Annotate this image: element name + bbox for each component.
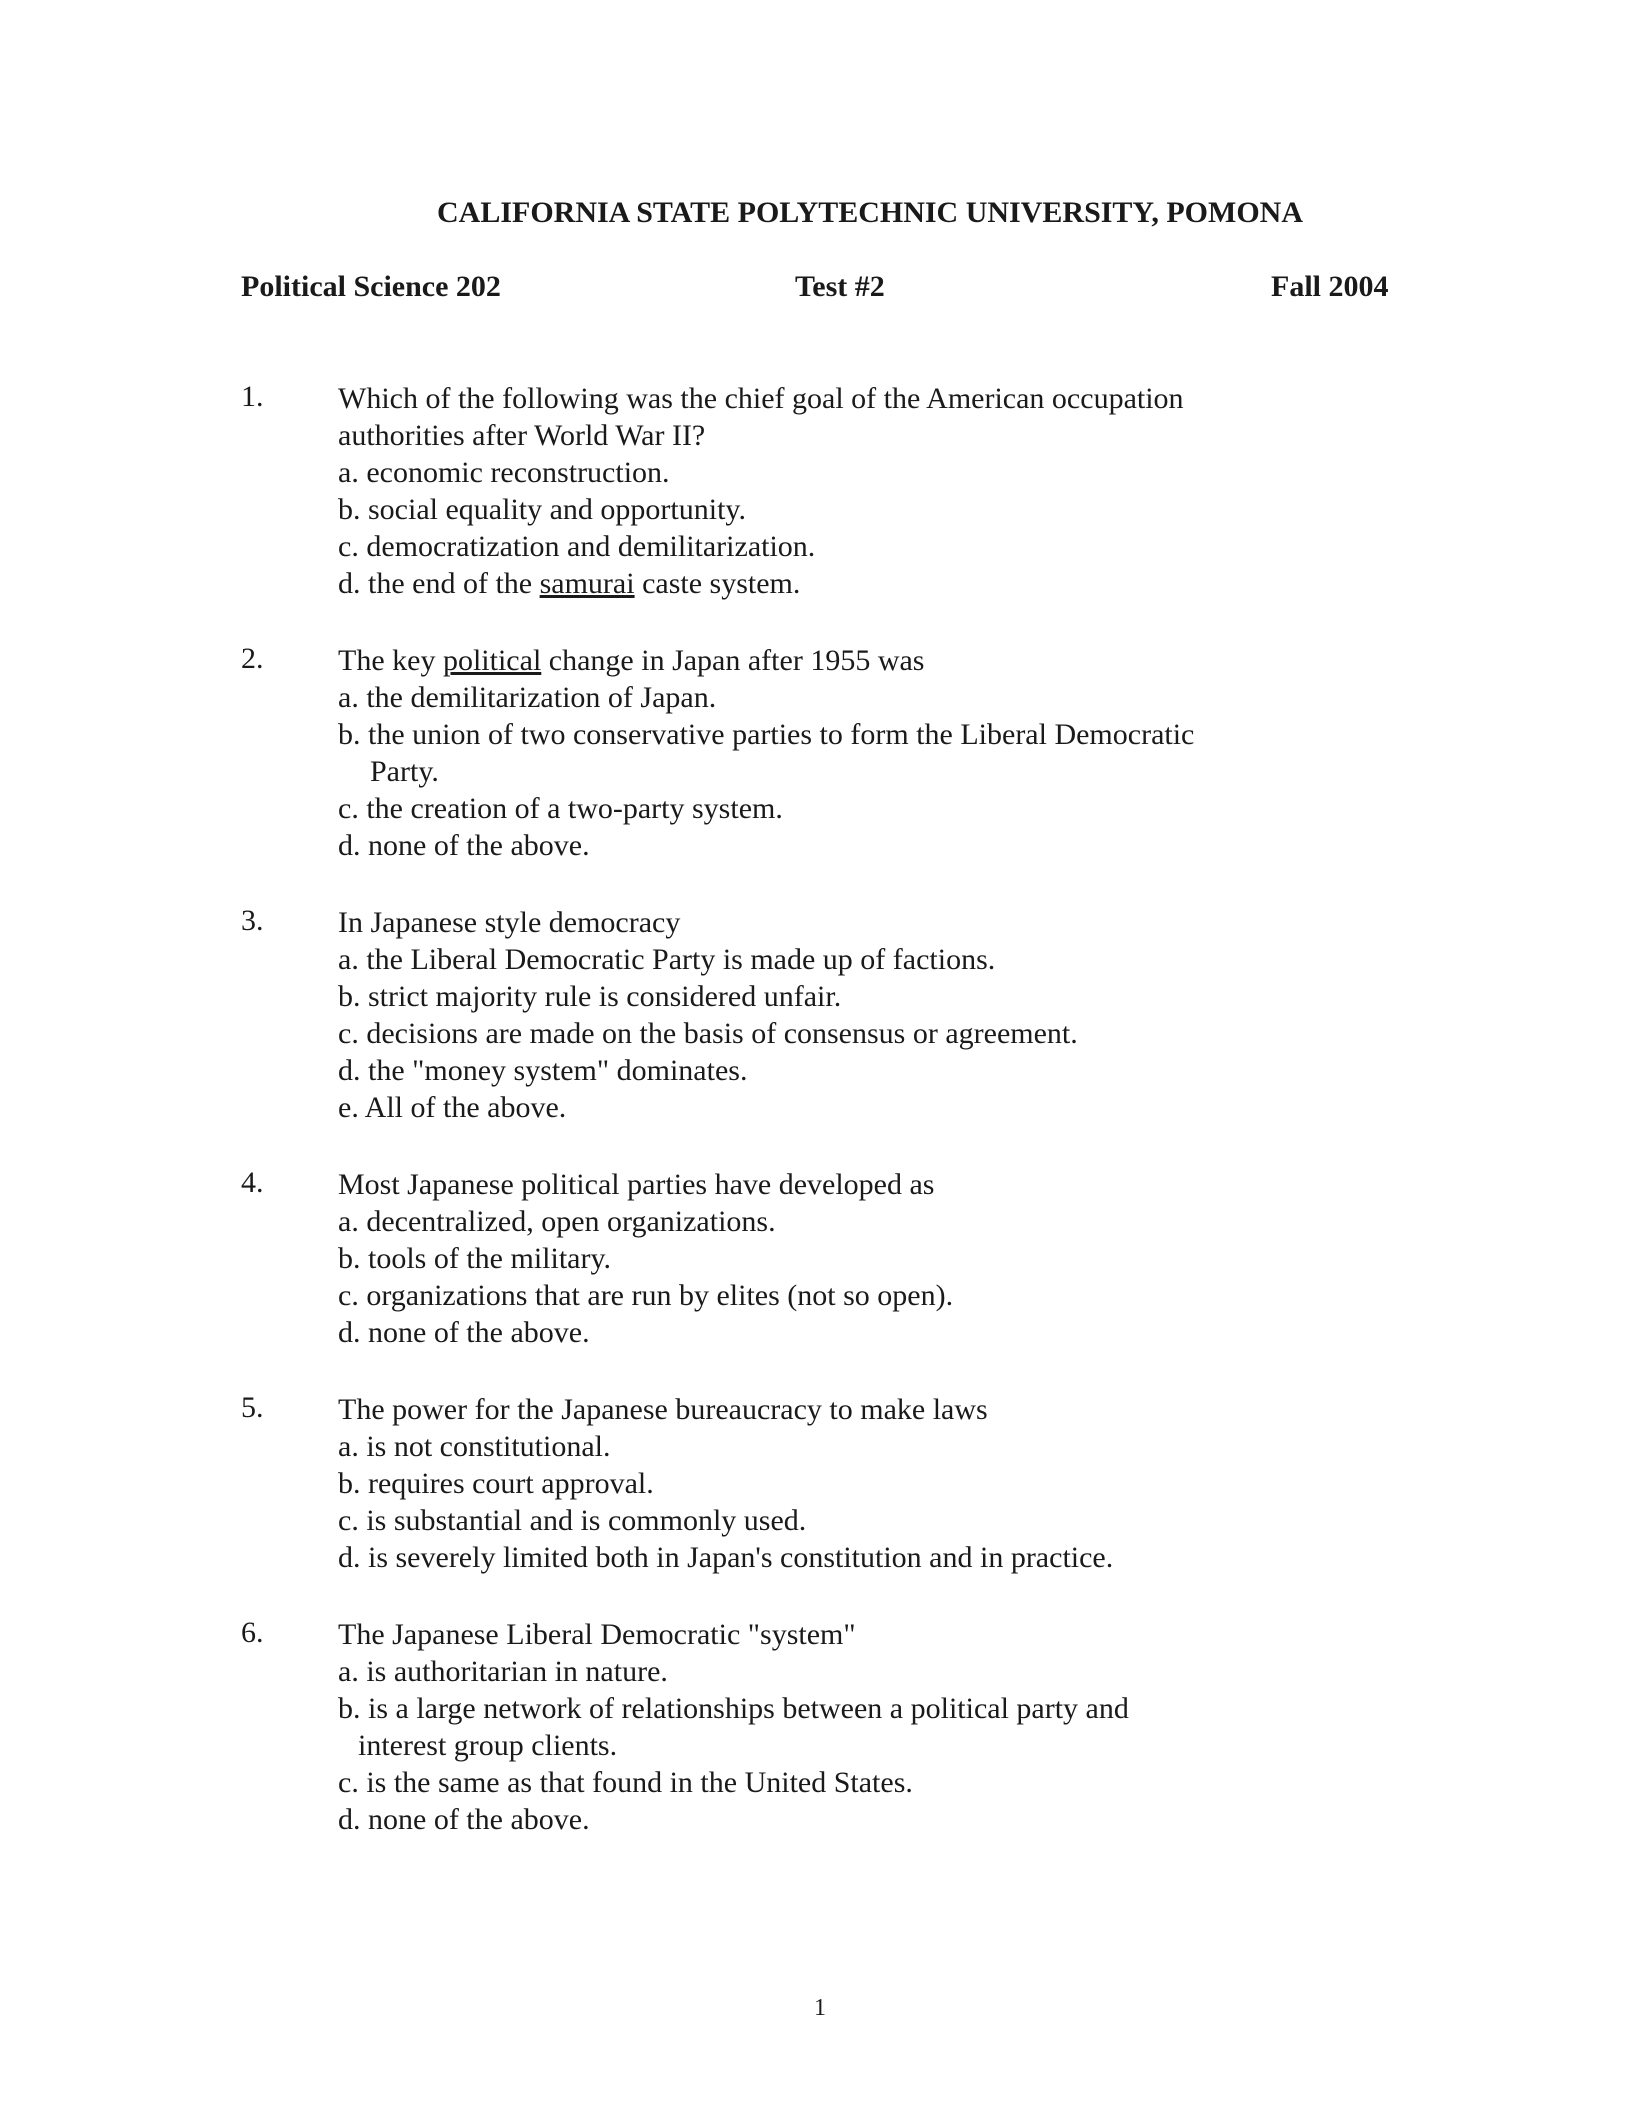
option-d-text-start: d. the end of the [338, 567, 540, 600]
option-a: a. the Liberal Democratic Party is made up of factions. [338, 943, 996, 976]
course-name: Political Science 202 [241, 270, 501, 303]
option-a: a. is not constitutional. [338, 1430, 611, 1463]
term-name: Fall 2004 [1271, 270, 1389, 303]
option-b-continued: interest group clients. [358, 1729, 618, 1762]
option-d [338, 565, 1441, 602]
question-stem: Which of the following was the chief goal of the American occupation [338, 382, 1184, 415]
page-title: CALIFORNIA STATE POLYTECHNIC UNIVERSITY, POMONA [437, 196, 1303, 229]
question-2 [241, 642, 1441, 864]
question-number: 4. [241, 1166, 264, 1199]
option-c: c. the creation of a two-party system. [338, 792, 783, 825]
option-a: a. economic reconstruction. [338, 456, 670, 489]
question-4 [241, 1166, 1441, 1351]
option-b: b. tools of the military. [338, 1242, 612, 1275]
option-d: d. none of the above. [338, 1316, 590, 1349]
option-b: b. the union of two conservative parties to form the Liberal Democratic [338, 718, 1195, 751]
option-b: b. strict majority rule is considered unfair. [338, 980, 842, 1013]
option-b: b. is a large network of relationships between a political party and [338, 1692, 1129, 1725]
question-number: 1. [241, 380, 264, 413]
question-3 [241, 904, 1441, 1126]
option-d-text-end: caste system. [634, 567, 801, 600]
question-6 [241, 1616, 1441, 1838]
question-number: 3. [241, 904, 264, 937]
question-5 [241, 1391, 1441, 1576]
underlined-term: political [442, 644, 542, 677]
option-d: d. the "money system" dominates. [338, 1054, 748, 1087]
option-b-continued: Party. [370, 755, 439, 788]
option-c: c. democratization and demilitarization. [338, 530, 816, 563]
option-a: a. is authoritarian in nature. [338, 1655, 668, 1688]
option-e: e. All of the above. [338, 1091, 567, 1124]
option-c: c. decisions are made on the basis of consensus or agreement. [338, 1017, 1078, 1050]
question-number: 2. [241, 642, 264, 675]
option-d: d. none of the above. [338, 829, 590, 862]
question-stem: The power for the Japanese bureaucracy to make laws [338, 1393, 988, 1426]
stem-text-end: change in Japan after 1955 was [541, 644, 925, 677]
question-list [241, 380, 1441, 1878]
option-d: d. none of the above. [338, 1803, 590, 1836]
option-b: b. social equality and opportunity. [338, 493, 746, 526]
option-c: c. organizations that are run by elites (not so open). [338, 1279, 954, 1312]
test-name: Test #2 [795, 270, 885, 303]
question-stem: Most Japanese political parties have developed as [338, 1168, 935, 1201]
page-number: 1 [814, 1995, 826, 2021]
question-number: 5. [241, 1391, 264, 1424]
question-number: 6. [241, 1616, 264, 1649]
question-1 [241, 380, 1441, 602]
option-d: d. is severely limited both in Japan's constitution and in practice. [338, 1541, 1114, 1574]
question-stem: The Japanese Liberal Democratic "system" [338, 1618, 856, 1651]
option-b: b. requires court approval. [338, 1467, 654, 1500]
stem-text-start: The key [338, 644, 443, 677]
question-stem-continued: authorities after World War II? [338, 419, 706, 452]
underlined-term: samurai [539, 567, 635, 600]
question-stem: In Japanese style democracy [338, 906, 681, 939]
option-a: a. decentralized, open organizations. [338, 1205, 776, 1238]
option-c: c. is the same as that found in the United States. [338, 1766, 913, 1799]
option-a: a. the demilitarization of Japan. [338, 681, 717, 714]
option-c: c. is substantial and is commonly used. [338, 1504, 807, 1537]
question-stem [338, 642, 1441, 679]
